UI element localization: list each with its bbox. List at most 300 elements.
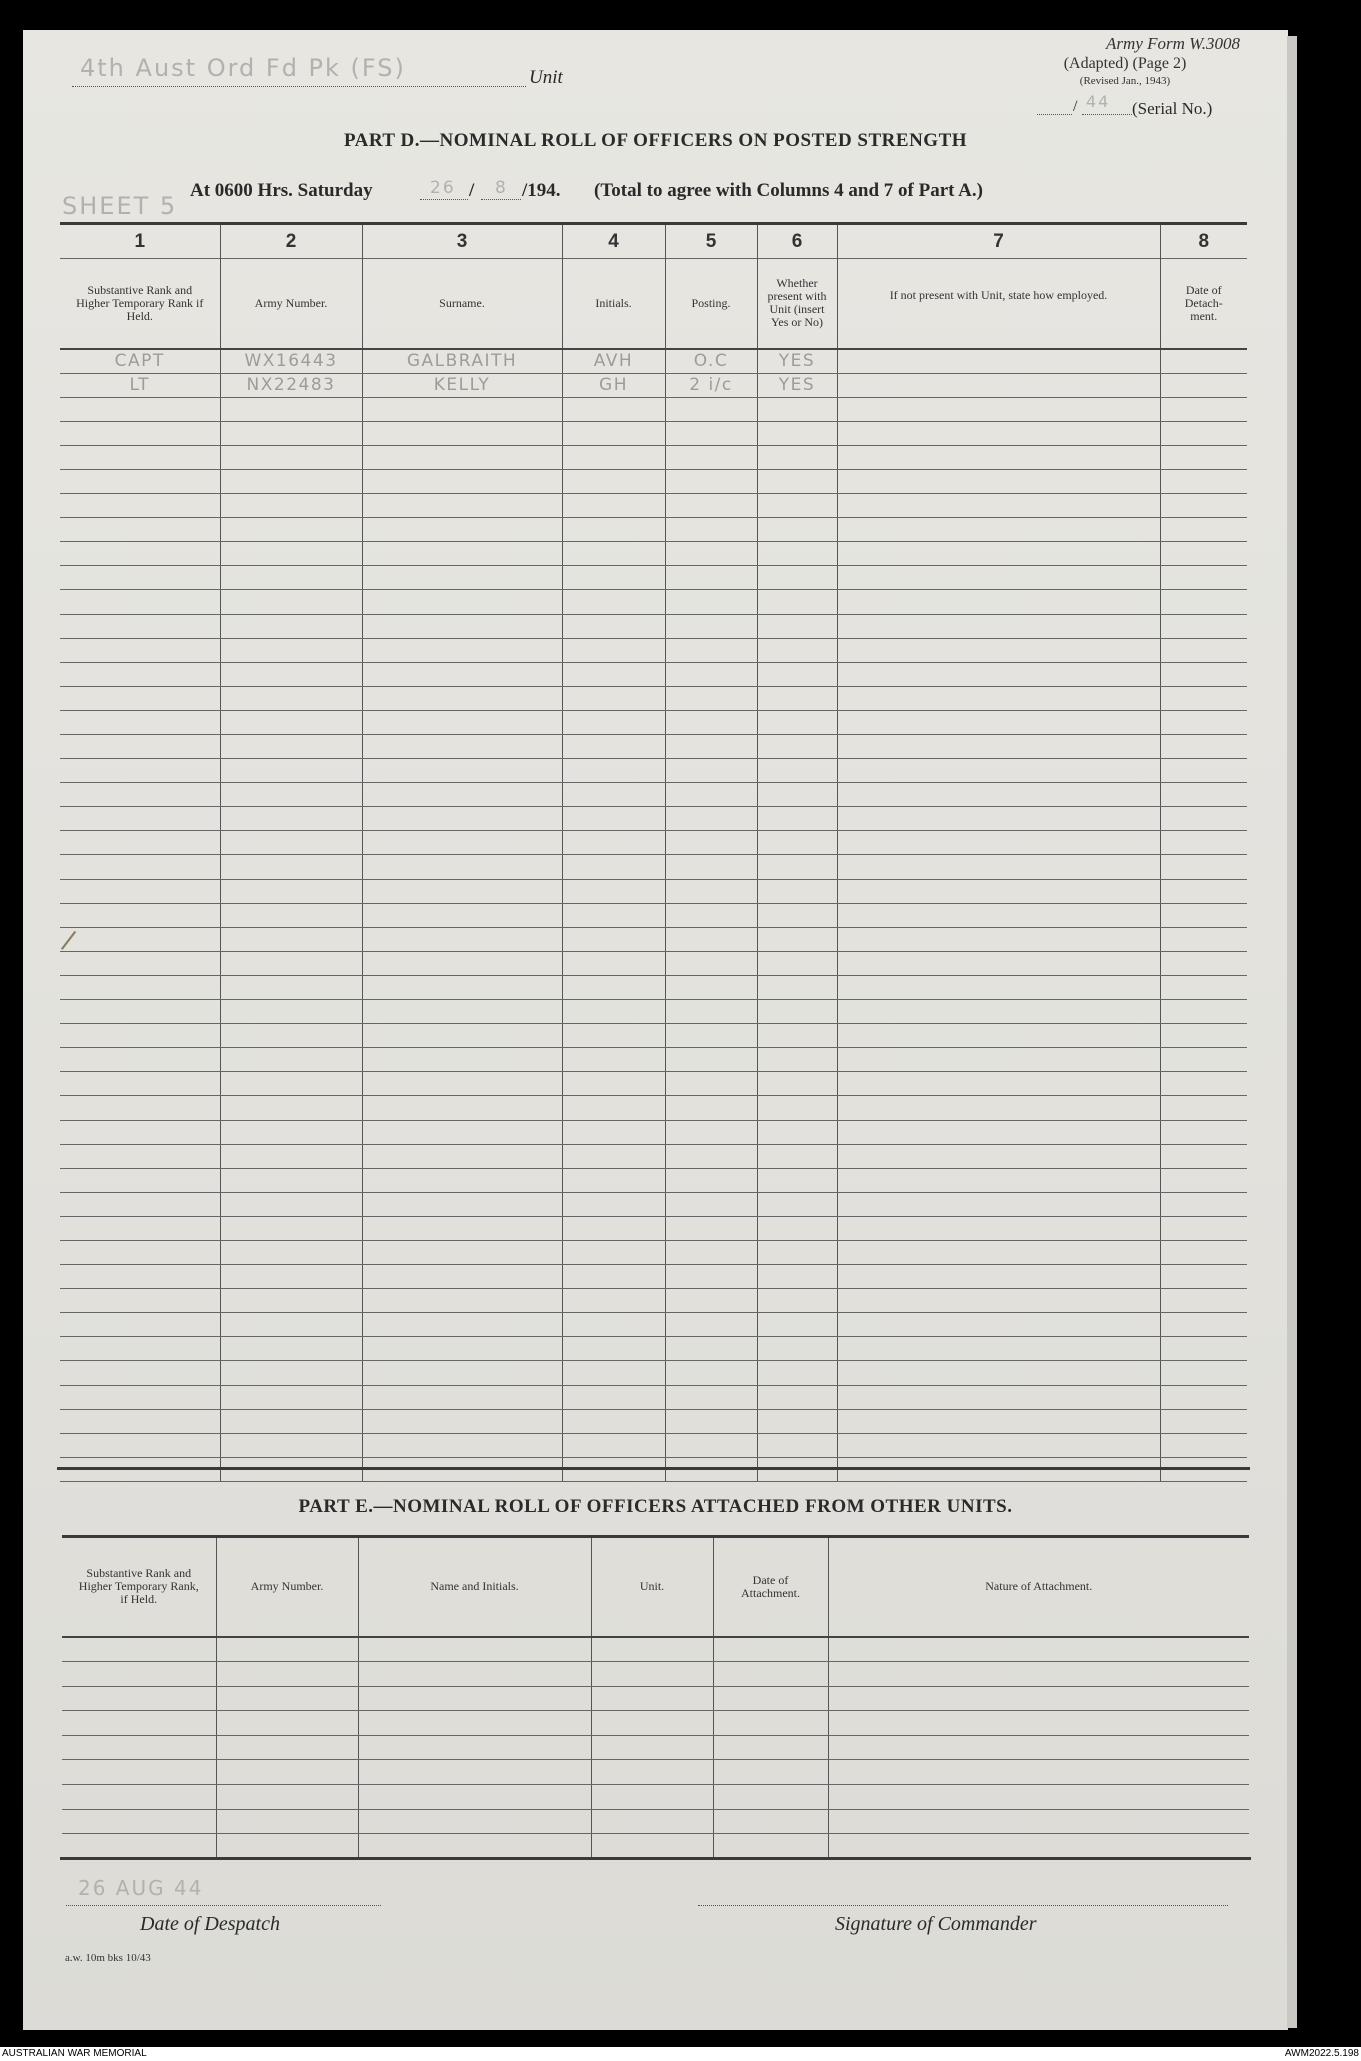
empty-cell[interactable] (562, 542, 665, 566)
empty-cell[interactable] (562, 1433, 665, 1457)
empty-cell[interactable] (713, 1686, 828, 1711)
empty-cell[interactable] (665, 421, 757, 445)
empty-cell[interactable] (837, 951, 1160, 975)
empty-cell[interactable] (1160, 903, 1247, 927)
empty-cell[interactable] (591, 1760, 713, 1785)
empty-cell[interactable] (220, 686, 362, 710)
empty-cell[interactable] (220, 855, 362, 879)
empty-cell[interactable] (591, 1809, 713, 1834)
empty-cell[interactable] (665, 518, 757, 542)
empty-cell[interactable] (60, 783, 220, 807)
empty-cell[interactable] (665, 1144, 757, 1168)
empty-cell[interactable] (60, 1168, 220, 1192)
empty-cell[interactable] (757, 1000, 837, 1024)
cell-present[interactable]: YES (757, 373, 837, 397)
empty-cell[interactable] (1160, 735, 1247, 759)
empty-cell[interactable] (665, 759, 757, 783)
empty-cell[interactable] (562, 951, 665, 975)
empty-cell[interactable] (60, 662, 220, 686)
empty-cell[interactable] (562, 590, 665, 614)
empty-cell[interactable] (837, 397, 1160, 421)
empty-cell[interactable] (757, 614, 837, 638)
empty-cell[interactable] (757, 397, 837, 421)
empty-cell[interactable] (60, 518, 220, 542)
empty-cell[interactable] (362, 1000, 562, 1024)
empty-cell[interactable] (62, 1637, 216, 1662)
empty-cell[interactable] (220, 1337, 362, 1361)
empty-cell[interactable] (665, 1024, 757, 1048)
cell-detachment-date[interactable] (1160, 349, 1247, 374)
empty-cell[interactable] (665, 1000, 757, 1024)
empty-cell[interactable] (713, 1834, 828, 1859)
cell-present[interactable]: YES (757, 349, 837, 374)
empty-cell[interactable] (62, 1686, 216, 1711)
empty-cell[interactable] (837, 566, 1160, 590)
empty-cell[interactable] (60, 1265, 220, 1289)
empty-cell[interactable] (562, 1361, 665, 1385)
empty-cell[interactable] (757, 1048, 837, 1072)
empty-cell[interactable] (1160, 469, 1247, 493)
empty-cell[interactable] (1160, 927, 1247, 951)
empty-cell[interactable] (60, 759, 220, 783)
empty-cell[interactable] (216, 1662, 358, 1687)
empty-cell[interactable] (362, 735, 562, 759)
cell-rank[interactable]: CAPT (60, 349, 220, 374)
empty-cell[interactable] (60, 1024, 220, 1048)
empty-cell[interactable] (713, 1637, 828, 1662)
empty-cell[interactable] (757, 1072, 837, 1096)
empty-cell[interactable] (757, 445, 837, 469)
empty-cell[interactable] (757, 1385, 837, 1409)
empty-cell[interactable] (1160, 686, 1247, 710)
empty-cell[interactable] (757, 638, 837, 662)
empty-cell[interactable] (220, 1216, 362, 1240)
empty-cell[interactable] (60, 494, 220, 518)
empty-cell[interactable] (220, 614, 362, 638)
empty-cell[interactable] (757, 855, 837, 879)
empty-cell[interactable] (362, 831, 562, 855)
empty-cell[interactable] (1160, 951, 1247, 975)
empty-cell[interactable] (665, 1313, 757, 1337)
empty-cell[interactable] (665, 951, 757, 975)
empty-cell[interactable] (562, 1168, 665, 1192)
empty-cell[interactable] (362, 445, 562, 469)
empty-cell[interactable] (562, 1048, 665, 1072)
empty-cell[interactable] (220, 1385, 362, 1409)
empty-cell[interactable] (562, 614, 665, 638)
empty-cell[interactable] (665, 879, 757, 903)
empty-cell[interactable] (216, 1809, 358, 1834)
empty-cell[interactable] (757, 1289, 837, 1313)
empty-cell[interactable] (358, 1760, 591, 1785)
empty-cell[interactable] (60, 831, 220, 855)
empty-cell[interactable] (220, 662, 362, 686)
empty-cell[interactable] (828, 1834, 1249, 1859)
empty-cell[interactable] (837, 1096, 1160, 1120)
empty-cell[interactable] (362, 566, 562, 590)
empty-cell[interactable] (216, 1785, 358, 1810)
empty-cell[interactable] (757, 662, 837, 686)
empty-cell[interactable] (220, 1433, 362, 1457)
empty-cell[interactable] (837, 855, 1160, 879)
empty-cell[interactable] (665, 1168, 757, 1192)
empty-cell[interactable] (713, 1735, 828, 1760)
empty-cell[interactable] (362, 855, 562, 879)
empty-cell[interactable] (591, 1735, 713, 1760)
empty-cell[interactable] (665, 1265, 757, 1289)
cell-initials[interactable]: GH (562, 373, 665, 397)
empty-cell[interactable] (62, 1662, 216, 1687)
empty-cell[interactable] (362, 1024, 562, 1048)
empty-cell[interactable] (837, 879, 1160, 903)
empty-cell[interactable] (60, 1216, 220, 1240)
empty-cell[interactable] (358, 1711, 591, 1736)
empty-cell[interactable] (1160, 421, 1247, 445)
empty-cell[interactable] (362, 783, 562, 807)
empty-cell[interactable] (60, 1000, 220, 1024)
empty-cell[interactable] (757, 807, 837, 831)
empty-cell[interactable] (216, 1735, 358, 1760)
empty-cell[interactable] (837, 445, 1160, 469)
empty-cell[interactable] (562, 1120, 665, 1144)
empty-cell[interactable] (562, 927, 665, 951)
empty-cell[interactable] (220, 1289, 362, 1313)
empty-cell[interactable] (757, 1096, 837, 1120)
empty-cell[interactable] (562, 1385, 665, 1409)
empty-cell[interactable] (837, 1385, 1160, 1409)
empty-cell[interactable] (60, 590, 220, 614)
empty-cell[interactable] (1160, 783, 1247, 807)
empty-cell[interactable] (665, 710, 757, 734)
empty-cell[interactable] (1160, 1409, 1247, 1433)
empty-cell[interactable] (562, 855, 665, 879)
empty-cell[interactable] (1160, 397, 1247, 421)
empty-cell[interactable] (60, 1144, 220, 1168)
empty-cell[interactable] (665, 1240, 757, 1264)
empty-cell[interactable] (562, 975, 665, 999)
empty-cell[interactable] (362, 1337, 562, 1361)
empty-cell[interactable] (562, 469, 665, 493)
empty-cell[interactable] (757, 1240, 837, 1264)
empty-cell[interactable] (562, 735, 665, 759)
empty-cell[interactable] (62, 1809, 216, 1834)
empty-cell[interactable] (60, 445, 220, 469)
empty-cell[interactable] (362, 879, 562, 903)
empty-cell[interactable] (837, 1289, 1160, 1313)
empty-cell[interactable] (220, 1120, 362, 1144)
empty-cell[interactable] (60, 469, 220, 493)
empty-cell[interactable] (757, 518, 837, 542)
empty-cell[interactable] (757, 1409, 837, 1433)
empty-cell[interactable] (362, 1289, 562, 1313)
empty-cell[interactable] (713, 1711, 828, 1736)
empty-cell[interactable] (358, 1834, 591, 1859)
empty-cell[interactable] (562, 903, 665, 927)
empty-cell[interactable] (757, 1337, 837, 1361)
empty-cell[interactable] (757, 421, 837, 445)
cell-posting[interactable]: 2 i/c (665, 373, 757, 397)
empty-cell[interactable] (562, 1216, 665, 1240)
empty-cell[interactable] (757, 1265, 837, 1289)
empty-cell[interactable] (828, 1711, 1249, 1736)
empty-cell[interactable] (220, 1192, 362, 1216)
empty-cell[interactable] (837, 1409, 1160, 1433)
empty-cell[interactable] (60, 927, 220, 951)
empty-cell[interactable] (362, 927, 562, 951)
empty-cell[interactable] (562, 1409, 665, 1433)
empty-cell[interactable] (362, 759, 562, 783)
cell-employment[interactable] (837, 373, 1160, 397)
empty-cell[interactable] (757, 1192, 837, 1216)
empty-cell[interactable] (837, 1337, 1160, 1361)
empty-cell[interactable] (220, 903, 362, 927)
empty-cell[interactable] (62, 1711, 216, 1736)
empty-cell[interactable] (362, 1216, 562, 1240)
empty-cell[interactable] (220, 807, 362, 831)
empty-cell[interactable] (562, 566, 665, 590)
empty-cell[interactable] (220, 1240, 362, 1264)
empty-cell[interactable] (60, 951, 220, 975)
empty-cell[interactable] (60, 1409, 220, 1433)
empty-cell[interactable] (1160, 1144, 1247, 1168)
empty-cell[interactable] (665, 1361, 757, 1385)
empty-cell[interactable] (837, 614, 1160, 638)
empty-cell[interactable] (562, 1024, 665, 1048)
empty-cell[interactable] (220, 1072, 362, 1096)
empty-cell[interactable] (60, 1192, 220, 1216)
empty-cell[interactable] (220, 783, 362, 807)
empty-cell[interactable] (62, 1785, 216, 1810)
empty-cell[interactable] (837, 1192, 1160, 1216)
empty-cell[interactable] (60, 1385, 220, 1409)
empty-cell[interactable] (665, 662, 757, 686)
empty-cell[interactable] (60, 1313, 220, 1337)
empty-cell[interactable] (828, 1760, 1249, 1785)
empty-cell[interactable] (665, 590, 757, 614)
empty-cell[interactable] (757, 686, 837, 710)
empty-cell[interactable] (1160, 831, 1247, 855)
empty-cell[interactable] (757, 590, 837, 614)
empty-cell[interactable] (665, 397, 757, 421)
empty-cell[interactable] (562, 397, 665, 421)
empty-cell[interactable] (562, 1240, 665, 1264)
empty-cell[interactable] (562, 1337, 665, 1361)
empty-cell[interactable] (828, 1637, 1249, 1662)
empty-cell[interactable] (220, 1265, 362, 1289)
empty-cell[interactable] (828, 1735, 1249, 1760)
empty-cell[interactable] (220, 1168, 362, 1192)
empty-cell[interactable] (757, 879, 837, 903)
empty-cell[interactable] (1160, 1289, 1247, 1313)
empty-cell[interactable] (1160, 566, 1247, 590)
empty-cell[interactable] (1160, 975, 1247, 999)
cell-army-number[interactable]: WX16443 (220, 349, 362, 374)
empty-cell[interactable] (1160, 542, 1247, 566)
empty-cell[interactable] (837, 494, 1160, 518)
empty-cell[interactable] (362, 1096, 562, 1120)
empty-cell[interactable] (60, 1361, 220, 1385)
empty-cell[interactable] (1160, 662, 1247, 686)
empty-cell[interactable] (1160, 1000, 1247, 1024)
empty-cell[interactable] (220, 951, 362, 975)
cell-army-number[interactable]: NX22483 (220, 373, 362, 397)
empty-cell[interactable] (562, 1289, 665, 1313)
empty-cell[interactable] (220, 831, 362, 855)
cell-rank[interactable]: LT (60, 373, 220, 397)
empty-cell[interactable] (665, 1216, 757, 1240)
empty-cell[interactable] (665, 614, 757, 638)
empty-cell[interactable] (220, 1096, 362, 1120)
empty-cell[interactable] (362, 1120, 562, 1144)
empty-cell[interactable] (220, 759, 362, 783)
empty-cell[interactable] (665, 494, 757, 518)
empty-cell[interactable] (60, 1240, 220, 1264)
empty-cell[interactable] (220, 421, 362, 445)
empty-cell[interactable] (60, 1120, 220, 1144)
empty-cell[interactable] (1160, 1240, 1247, 1264)
empty-cell[interactable] (562, 1096, 665, 1120)
empty-cell[interactable] (220, 879, 362, 903)
empty-cell[interactable] (60, 903, 220, 927)
empty-cell[interactable] (757, 1144, 837, 1168)
empty-cell[interactable] (665, 542, 757, 566)
empty-cell[interactable] (562, 638, 665, 662)
empty-cell[interactable] (62, 1735, 216, 1760)
empty-cell[interactable] (713, 1760, 828, 1785)
empty-cell[interactable] (665, 1072, 757, 1096)
empty-cell[interactable] (837, 710, 1160, 734)
empty-cell[interactable] (757, 975, 837, 999)
empty-cell[interactable] (220, 566, 362, 590)
empty-cell[interactable] (665, 1120, 757, 1144)
empty-cell[interactable] (62, 1834, 216, 1859)
empty-cell[interactable] (837, 975, 1160, 999)
empty-cell[interactable] (837, 735, 1160, 759)
empty-cell[interactable] (828, 1785, 1249, 1810)
empty-cell[interactable] (837, 903, 1160, 927)
empty-cell[interactable] (220, 590, 362, 614)
empty-cell[interactable] (220, 1024, 362, 1048)
empty-cell[interactable] (220, 542, 362, 566)
empty-cell[interactable] (665, 1192, 757, 1216)
empty-cell[interactable] (216, 1760, 358, 1785)
empty-cell[interactable] (1160, 614, 1247, 638)
empty-cell[interactable] (358, 1809, 591, 1834)
empty-cell[interactable] (757, 831, 837, 855)
empty-cell[interactable] (828, 1686, 1249, 1711)
empty-cell[interactable] (60, 735, 220, 759)
empty-cell[interactable] (1160, 710, 1247, 734)
empty-cell[interactable] (60, 1433, 220, 1457)
empty-cell[interactable] (362, 1072, 562, 1096)
empty-cell[interactable] (1160, 1072, 1247, 1096)
empty-cell[interactable] (837, 831, 1160, 855)
empty-cell[interactable] (362, 686, 562, 710)
empty-cell[interactable] (362, 421, 562, 445)
empty-cell[interactable] (60, 542, 220, 566)
empty-cell[interactable] (757, 542, 837, 566)
empty-cell[interactable] (220, 469, 362, 493)
empty-cell[interactable] (562, 445, 665, 469)
empty-cell[interactable] (1160, 1048, 1247, 1072)
empty-cell[interactable] (562, 1000, 665, 1024)
empty-cell[interactable] (837, 759, 1160, 783)
empty-cell[interactable] (60, 614, 220, 638)
empty-cell[interactable] (591, 1711, 713, 1736)
empty-cell[interactable] (665, 831, 757, 855)
empty-cell[interactable] (665, 1289, 757, 1313)
empty-cell[interactable] (362, 975, 562, 999)
empty-cell[interactable] (60, 807, 220, 831)
empty-cell[interactable] (757, 566, 837, 590)
empty-cell[interactable] (837, 1168, 1160, 1192)
empty-cell[interactable] (665, 566, 757, 590)
empty-cell[interactable] (1160, 759, 1247, 783)
empty-cell[interactable] (665, 1337, 757, 1361)
empty-cell[interactable] (60, 1048, 220, 1072)
empty-cell[interactable] (362, 397, 562, 421)
empty-cell[interactable] (757, 735, 837, 759)
cell-employment[interactable] (837, 349, 1160, 374)
empty-cell[interactable] (362, 1265, 562, 1289)
empty-cell[interactable] (216, 1711, 358, 1736)
empty-cell[interactable] (665, 686, 757, 710)
empty-cell[interactable] (362, 518, 562, 542)
empty-cell[interactable] (665, 975, 757, 999)
empty-cell[interactable] (837, 1240, 1160, 1264)
empty-cell[interactable] (60, 397, 220, 421)
empty-cell[interactable] (220, 1409, 362, 1433)
empty-cell[interactable] (60, 1289, 220, 1313)
empty-cell[interactable] (362, 1048, 562, 1072)
empty-cell[interactable] (362, 590, 562, 614)
empty-cell[interactable] (362, 1409, 562, 1433)
empty-cell[interactable] (665, 903, 757, 927)
empty-cell[interactable] (216, 1834, 358, 1859)
empty-cell[interactable] (837, 1024, 1160, 1048)
empty-cell[interactable] (591, 1834, 713, 1859)
empty-cell[interactable] (828, 1662, 1249, 1687)
empty-cell[interactable] (1160, 1385, 1247, 1409)
empty-cell[interactable] (591, 1662, 713, 1687)
empty-cell[interactable] (837, 1000, 1160, 1024)
empty-cell[interactable] (562, 1313, 665, 1337)
empty-cell[interactable] (837, 518, 1160, 542)
empty-cell[interactable] (362, 494, 562, 518)
empty-cell[interactable] (362, 1144, 562, 1168)
cell-surname[interactable]: KELLY (362, 373, 562, 397)
empty-cell[interactable] (1160, 1337, 1247, 1361)
empty-cell[interactable] (1160, 807, 1247, 831)
empty-cell[interactable] (220, 927, 362, 951)
empty-cell[interactable] (837, 1433, 1160, 1457)
empty-cell[interactable] (1160, 590, 1247, 614)
empty-cell[interactable] (837, 1120, 1160, 1144)
empty-cell[interactable] (216, 1637, 358, 1662)
empty-cell[interactable] (1160, 1168, 1247, 1192)
cell-surname[interactable]: GALBRAITH (362, 349, 562, 374)
empty-cell[interactable] (665, 807, 757, 831)
empty-cell[interactable] (220, 397, 362, 421)
empty-cell[interactable] (837, 783, 1160, 807)
empty-cell[interactable] (562, 421, 665, 445)
empty-cell[interactable] (362, 1192, 562, 1216)
empty-cell[interactable] (60, 855, 220, 879)
empty-cell[interactable] (562, 807, 665, 831)
empty-cell[interactable] (757, 783, 837, 807)
empty-cell[interactable] (757, 1168, 837, 1192)
empty-cell[interactable] (362, 1361, 562, 1385)
